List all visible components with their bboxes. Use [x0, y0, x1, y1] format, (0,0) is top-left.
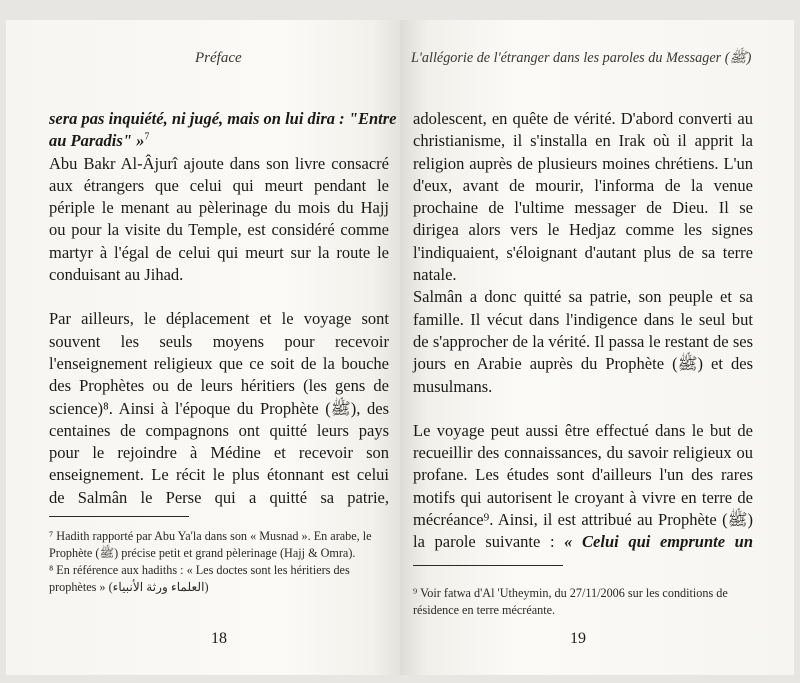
text-line — [49, 375, 389, 397]
text-line — [413, 331, 753, 353]
text-line — [413, 175, 753, 197]
line-text: martyr à l'égal de celui qui meurt sur la route le — [49, 242, 389, 262]
line-text: conduisant au Jihad. — [49, 265, 184, 285]
line-text: souvent les seuls moyens pour recevoir — [49, 331, 389, 351]
line-text: motifs qui autorisent le croyant à vivre en terre de — [413, 487, 753, 507]
line-text: famille. Il vécut dans l'indigence dans le seul but — [413, 309, 753, 329]
text-line — [413, 376, 753, 398]
page-body — [413, 108, 753, 554]
text-line — [413, 509, 753, 531]
text-line — [49, 175, 389, 197]
line-text: Le voyage peut aussi être effectué dans le but de — [413, 420, 753, 440]
text-line — [413, 442, 753, 464]
text-line — [413, 242, 753, 264]
right-page — [400, 20, 794, 675]
text-line — [413, 286, 753, 308]
line-text: l'enseignement religieux que ce soit de la bouche — [49, 353, 389, 373]
line-text: d'eux, avant de mourir, l'informa de la venue — [413, 175, 753, 195]
line-text: Par ailleurs, le déplacement et le voyage sont — [49, 309, 389, 329]
page-body — [49, 108, 397, 509]
text-line — [413, 464, 753, 486]
line-text: Abu Bakr Al-Âjurî ajoute dans son livre consacré — [49, 153, 389, 173]
line-text: ou pour la visite du Temple, est considéré comme — [49, 220, 389, 240]
footnote-rule — [49, 516, 189, 517]
text-line — [49, 242, 389, 264]
text-line — [49, 420, 389, 442]
footnotes — [413, 585, 753, 619]
running-header: L'allégorie de l'étranger dans les paroles du Messager (ﷺ) — [411, 50, 752, 66]
text-line — [49, 219, 389, 241]
line-text: adolescent, en quête de vérité. D'abord converti au — [413, 109, 753, 128]
line-text: dirigea alors vers le Hedjaz comme les signes — [413, 220, 753, 240]
footnote: ⁸ En référence aux hadiths : « Les doctes sont les héritiers des prophètes » (العلماء ورثة الأنبياء) — [49, 563, 350, 594]
footnote-marker: 7 — [144, 131, 150, 143]
line-text: profane. Les études sont d'ailleurs l'un des rares — [413, 465, 753, 485]
line-text: des Prophètes ou de leurs héritiers (les gens de — [49, 376, 389, 396]
running-header: Préface — [195, 50, 242, 66]
line-text-emphasis: « Celui qui emprunte un — [564, 532, 753, 552]
footnote: ⁹ Voir fatwa d'Al 'Utheymin, du 27/11/2006 sur les conditions de résidence en terre mécréante. — [413, 586, 728, 617]
footnotes — [49, 528, 389, 596]
text-line — [413, 309, 753, 331]
line-text: périple le menant au pèlerinage du mois du Hajj — [49, 198, 389, 218]
text-line — [49, 308, 389, 330]
text-line — [49, 464, 389, 486]
text-line — [49, 108, 397, 130]
text-line — [49, 398, 389, 420]
text-line — [413, 108, 753, 130]
footnote-rule — [413, 565, 563, 566]
line-text: musulmans. — [413, 376, 493, 396]
text-line — [49, 264, 389, 286]
text-line — [413, 130, 753, 152]
text-line — [49, 197, 389, 219]
text-line — [413, 531, 753, 553]
paragraph-gap — [413, 398, 753, 420]
paragraph-gap — [49, 286, 389, 308]
line-text: de s'approcher de la vérité. Il passa le restant de ses — [413, 331, 753, 351]
text-line — [413, 420, 753, 442]
line-text: la parole suivante : — [413, 532, 555, 552]
text-line — [49, 331, 389, 353]
left-page — [6, 20, 400, 675]
line-text: religion auprès de plusieurs moines chrétiens. L'un — [413, 153, 753, 173]
line-text: prochaine de l'ultime messager de Dieu. Il se — [413, 198, 753, 218]
text-line — [49, 130, 389, 152]
text-line — [413, 487, 753, 509]
line-text: pour le rejoindre à Médine et recevoir son — [49, 443, 389, 463]
page-number: 18 — [211, 630, 227, 647]
text-line — [49, 487, 389, 509]
line-text: Salmân a donc quitté sa patrie, son peuple et sa — [413, 287, 753, 307]
text-line — [49, 153, 389, 175]
line-text: enseignement. Le récit le plus étonnant est celui — [49, 465, 389, 485]
text-line — [49, 442, 389, 464]
line-text: de Salmân le Perse qui a quitté sa patrie, — [49, 487, 389, 507]
text-line — [413, 153, 753, 175]
line-text: aux étrangers que celui qui meurt pendant le — [49, 175, 389, 195]
page-number: 19 — [570, 630, 586, 647]
line-text: l'indiquaient, s'éloignant d'autant plus de sa terre — [413, 242, 753, 262]
line-text: science)⁸. Ainsi à l'époque du Prophète (ﷺ), des — [49, 398, 389, 418]
text-line — [49, 353, 389, 375]
text-line — [413, 219, 753, 241]
line-text: centaines de compagnons ont quitté leurs pays — [49, 420, 389, 440]
text-line — [413, 197, 753, 219]
line-text: au Paradis" » — [49, 131, 145, 151]
footnote: ⁷ Hadith rapporté par Abu Ya'la dans son « Musnad ». En arabe, le Prophète (ﷺ) précise petit et grand pèlerinage (Hajj & Omra). — [49, 529, 372, 560]
line-text: recueillir des connaissances, du savoir religieux ou — [413, 443, 753, 463]
line-text: mécréance⁹. Ainsi, il est attribué au Prophète (ﷺ) — [413, 510, 753, 530]
line-text: natale. — [413, 265, 457, 285]
text-line — [413, 264, 753, 286]
line-text: christianisme, il s'installa en Irak où il apprit la — [413, 131, 753, 151]
line-text: sera pas inquiété, ni jugé, mais on lui dira : "Entre — [49, 109, 397, 128]
text-line — [413, 353, 753, 375]
line-text: jours en Arabie auprès du Prophète (ﷺ) et des — [413, 354, 753, 374]
